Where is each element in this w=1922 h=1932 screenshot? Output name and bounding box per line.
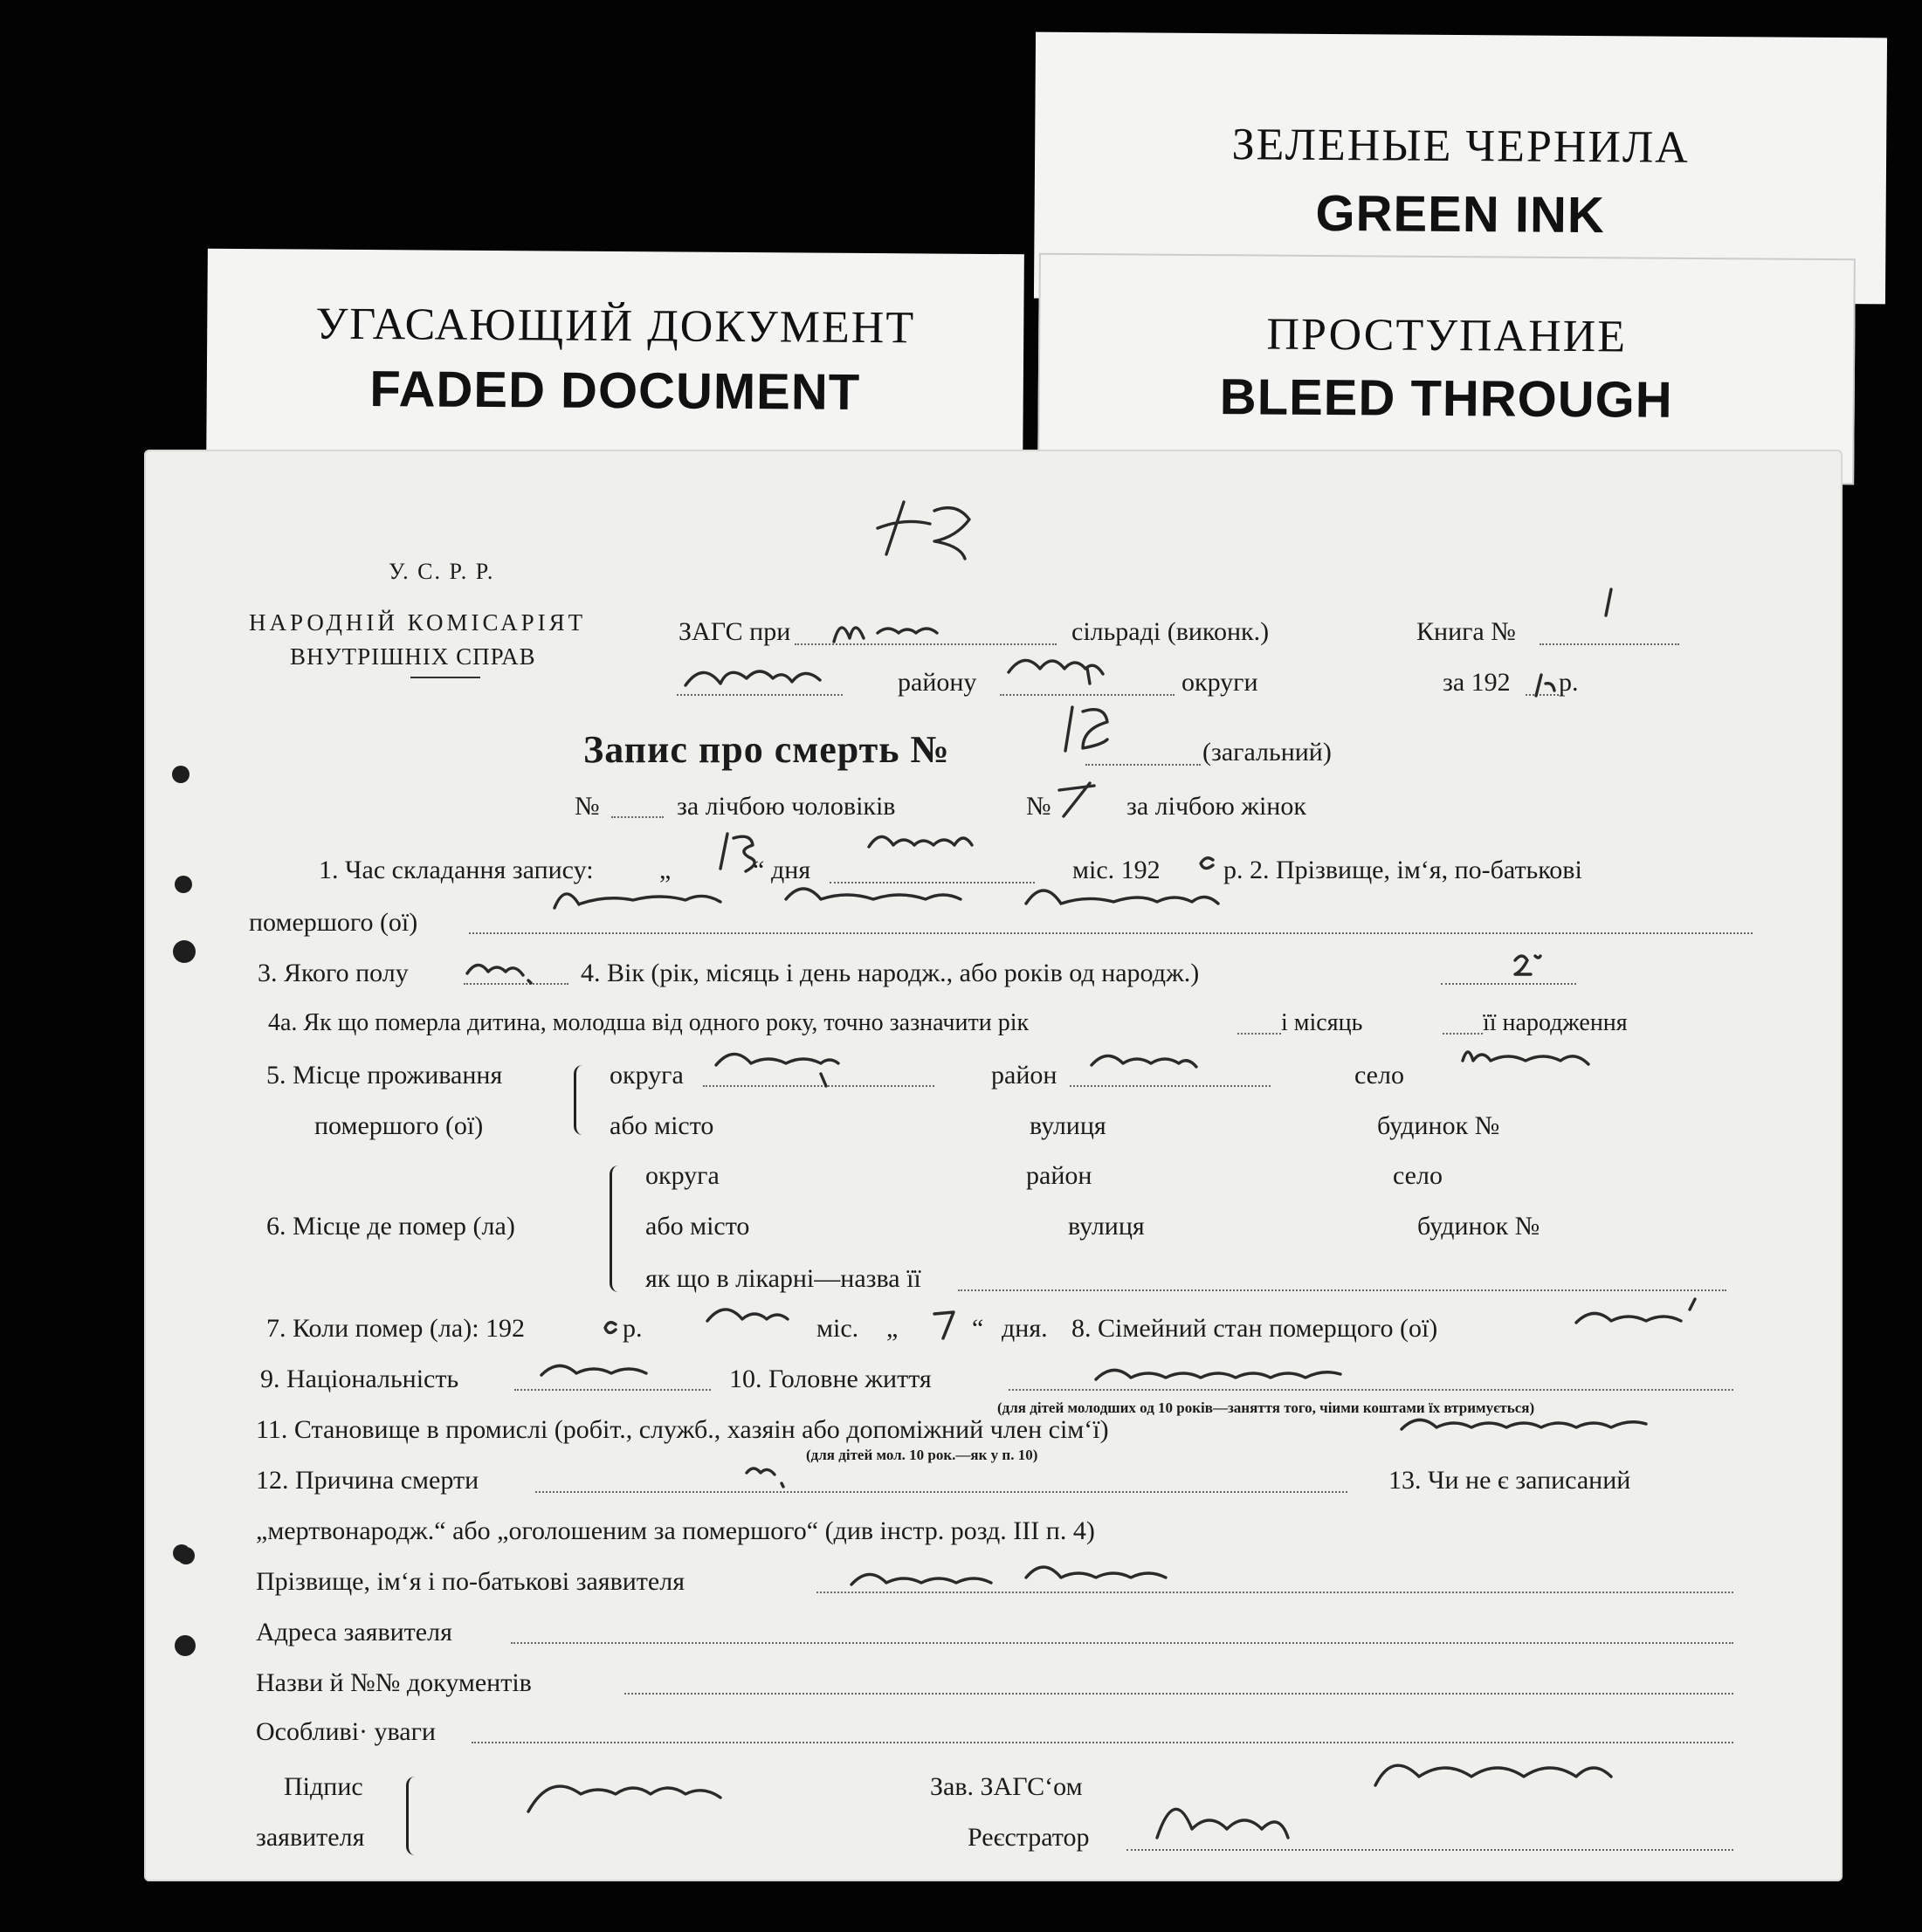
- commissariat-line1: НАРОДНІЙ КОМІСАРІЯТ: [249, 609, 587, 636]
- documents-label: Назви й №№ документів: [256, 1668, 532, 1697]
- death-house-label: будинок №: [1417, 1212, 1540, 1241]
- field-13-continuation: „мертвонародж.“ або „оголошеним за помершого“ (див інстр. розд. III п. 4): [256, 1516, 1095, 1545]
- field-11-note: (для дітей мол. 10 рок.—як у п. 10): [806, 1447, 1038, 1463]
- handwritten-residence-okrug: [716, 1054, 838, 1086]
- head-zags-label: Зав. ЗАГС‘ом: [930, 1772, 1083, 1801]
- handwritten-day: [720, 834, 754, 871]
- field-7-year-suffix: р.: [623, 1314, 643, 1343]
- village-council-label: сільраді (виконк.): [1071, 617, 1270, 646]
- field-10-livelihood: 10. Головне життя: [729, 1365, 932, 1393]
- zags-at-label: ЗАГС при: [679, 617, 791, 646]
- handwritten-age: [1515, 956, 1540, 974]
- death-okrug-label: округа: [645, 1161, 720, 1190]
- residence-okrug-label: округа: [610, 1061, 684, 1090]
- declarant-address-label: Адреса заявителя: [256, 1618, 452, 1647]
- handwritten-record-number: [878, 502, 969, 559]
- handwritten-declarant-signature: [528, 1786, 720, 1812]
- quote-open: „: [659, 856, 672, 884]
- field-2-name: р. 2. Прізвище, ім‘я, по-батькові: [1223, 856, 1582, 884]
- district-label: району: [898, 668, 977, 697]
- year-label: за 192: [1443, 668, 1511, 697]
- handwritten-residence-rayon: [1092, 1055, 1196, 1067]
- residence-city-label: або місто: [610, 1111, 714, 1140]
- handwritten-death-day: [934, 1312, 954, 1338]
- handwritten-death-year: [605, 1323, 616, 1333]
- faded-document-label-en: FADED DOCUMENT: [369, 361, 861, 421]
- handwritten-title-number: [1065, 707, 1107, 751]
- handwritten-registrar-signature: [1157, 1765, 1611, 1838]
- field-9-nationality: 9. Національність: [260, 1365, 459, 1393]
- green-ink-label-en: GREEN INK: [1315, 184, 1605, 244]
- field-5-residence: 5. Місце проживання: [266, 1061, 503, 1090]
- handwritten-declarant-name: [851, 1567, 1166, 1585]
- field-12-cause: 12. Причина смерти: [256, 1466, 479, 1495]
- field-4-age: 4. Вік (рік, місяць і день народж., або років од народж.): [581, 959, 1200, 987]
- quote-close: “: [753, 856, 765, 884]
- field-1-time: 1. Час складання запису:: [319, 856, 594, 884]
- handwritten-deceased-name: [555, 889, 1218, 908]
- okrug-label: округи: [1181, 668, 1258, 697]
- field-7-day: дня.: [1002, 1314, 1048, 1343]
- handwritten-nationality: [541, 1365, 646, 1375]
- field-10-note: (для дітей молодших од 10 років—заняття того, чіими коштами їх втримується): [997, 1399, 1535, 1416]
- death-record-form: [144, 450, 1843, 1881]
- women-count-no: №: [1026, 792, 1051, 821]
- residence-rayon-label: район: [991, 1061, 1057, 1090]
- field-4a: 4а. Як що померла дитина, молодша від одного року, точно зазначити рік: [268, 1009, 1030, 1036]
- book-number-label: Книга №: [1416, 617, 1516, 646]
- death-rayon-label: район: [1026, 1161, 1092, 1190]
- quote-open: „: [886, 1314, 899, 1343]
- faded-document-card: [206, 249, 1024, 478]
- declarant-label: заявителя: [256, 1823, 365, 1852]
- handwriting-layer: [144, 450, 1843, 1881]
- special-notes-label: Особливі· уваги: [256, 1717, 436, 1746]
- registrar-label: Реєстратор: [968, 1823, 1090, 1852]
- field-13-question: 13. Чи не є записаний: [1388, 1466, 1631, 1495]
- field-5-deceased: помершого (ої): [314, 1111, 484, 1140]
- bleed-through-label-en: BLEED THROUGH: [1219, 368, 1673, 429]
- handwritten-district: [685, 671, 820, 685]
- quote-close: “: [972, 1314, 984, 1343]
- handwritten-year-digit: [1201, 858, 1213, 869]
- handwritten-death-month: [707, 1310, 788, 1321]
- men-count-label: за лічбою чоловіків: [677, 792, 896, 821]
- faded-document-label-ru: УГАСАЮЩИЙ ДОКУМЕНТ: [315, 299, 916, 354]
- residence-house-label: будинок №: [1377, 1111, 1500, 1140]
- year-suffix: р.: [1559, 668, 1579, 697]
- handwritten-cause: [747, 1468, 783, 1487]
- handwritten-livelihood: [1096, 1370, 1340, 1379]
- handwritten-women-number: [1059, 783, 1094, 816]
- field-2-deceased: помершого (ої): [249, 908, 418, 937]
- field-7-month: міс.: [816, 1314, 859, 1343]
- death-village-label: село: [1393, 1161, 1443, 1190]
- handwritten-sex: [467, 965, 531, 983]
- page-title: Запис про смерть №: [583, 728, 950, 771]
- commissariat-line2: ВНУТРІШНІХ СПРАВ: [290, 643, 536, 670]
- women-count-label: за лічбою жінок: [1126, 792, 1306, 821]
- residence-street-label: вулиця: [1030, 1111, 1106, 1140]
- signature-label: Підпис: [284, 1772, 363, 1801]
- general-label: (загальний): [1202, 738, 1332, 767]
- handwritten-okrug: [1009, 660, 1103, 684]
- green-ink-label-ru: ЗЕЛЕНЫЕ ЧЕРНИЛА: [1231, 120, 1690, 173]
- handwritten-month: [869, 836, 972, 847]
- bleed-through-label-ru: ПРОСТУПАНИЕ: [1266, 309, 1628, 362]
- republic-abbr: У. С. Р. Р.: [389, 559, 495, 584]
- death-street-label: вулиця: [1068, 1212, 1145, 1241]
- field-1-day: дня: [771, 856, 811, 884]
- handwritten-year: [1536, 675, 1554, 696]
- handwritten-village: [834, 628, 937, 642]
- declarant-name-label: Прізвище, ім‘я і по-батькові заявителя: [256, 1567, 685, 1596]
- handwritten-book-number: [1606, 589, 1611, 615]
- field-8-family: 8. Сімейний стан померщого (ої): [1071, 1314, 1438, 1343]
- hospital-label: як що в лікарні—назва її: [645, 1264, 921, 1293]
- handwritten-industry-position: [1402, 1420, 1646, 1429]
- handwritten-family-status: [1576, 1299, 1695, 1323]
- men-count-no: №: [575, 792, 600, 821]
- death-city-label: або місто: [645, 1212, 750, 1241]
- field-4a-birth: її народження: [1483, 1009, 1628, 1036]
- field-7-when: 7. Коли помер (ла): 192: [266, 1314, 526, 1343]
- field-6-death-place: 6. Місце де помер (ла): [266, 1212, 515, 1241]
- field-1-month: міс. 192: [1072, 856, 1161, 884]
- handwritten-residence-village: [1463, 1052, 1588, 1064]
- field-11-position: 11. Становище в промислі (робіт., служб., хазяін або допоміжний член сім‘ї): [256, 1415, 1109, 1444]
- residence-village-label: село: [1354, 1061, 1404, 1090]
- field-3-sex: 3. Якого полу: [258, 959, 409, 987]
- field-4a-month: і місяць: [1281, 1009, 1363, 1036]
